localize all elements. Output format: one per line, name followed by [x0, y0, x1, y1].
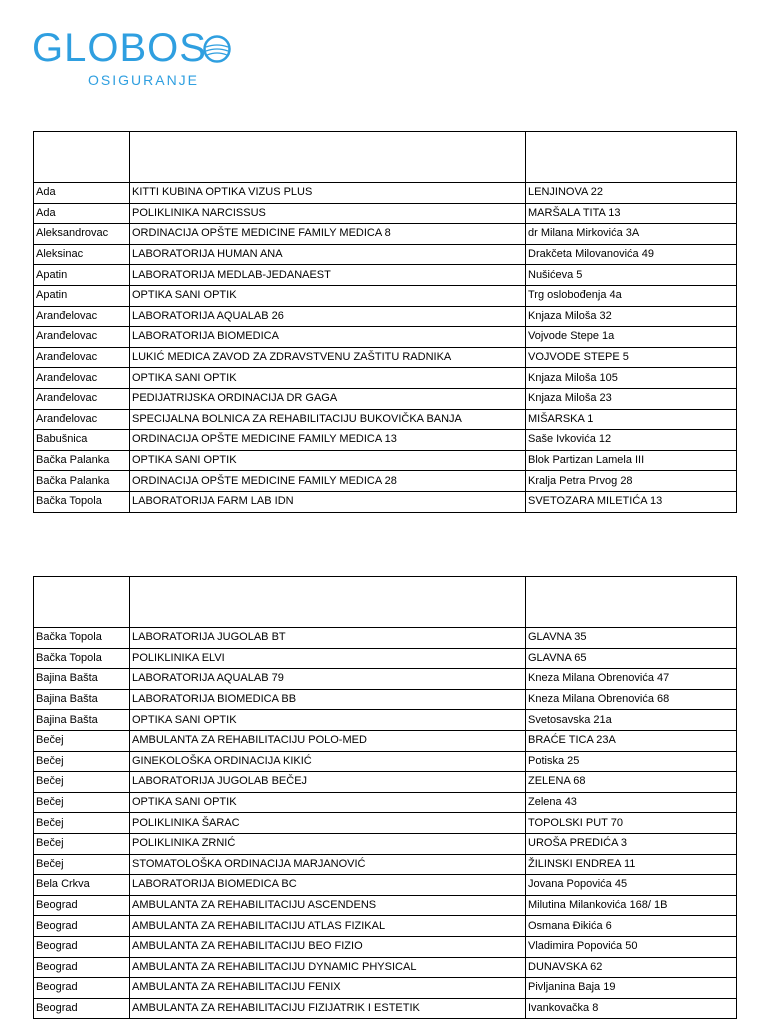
table-row: [34, 203, 737, 224]
table-row: [34, 285, 737, 306]
address-cell: Knjaza Miloša 105: [526, 368, 737, 389]
table-row: [34, 957, 737, 978]
institution-cell: LABORATORIJA BIOMEDICA BB: [130, 689, 526, 710]
address-cell: Potiska 25: [526, 751, 737, 772]
city-cell: Bajina Bašta: [34, 669, 130, 690]
institution-cell: AMBULANTA ZA REHABILITACIJU ASCENDENS: [130, 895, 526, 916]
table-row: [34, 751, 737, 772]
address-cell: Ivankovačka 8: [526, 998, 737, 1019]
table-row: [34, 792, 737, 813]
table-row: [34, 936, 737, 957]
city-cell: Beograd: [34, 998, 130, 1019]
address-cell: Jovana Popovića 45: [526, 875, 737, 896]
table-row: [34, 491, 737, 512]
table-row: [34, 669, 737, 690]
institution-cell: POLIKLINIKA ŠARAC: [130, 813, 526, 834]
city-cell: Apatin: [34, 285, 130, 306]
table-header-row: [34, 132, 737, 183]
city-cell: Aranđelovac: [34, 368, 130, 389]
institution-cell: LABORATORIJA BIOMEDICA: [130, 327, 526, 348]
table-row: [34, 854, 737, 875]
city-cell: Bečej: [34, 730, 130, 751]
table-row: [34, 430, 737, 451]
address-cell: Knjaza Miloša 32: [526, 306, 737, 327]
city-cell: Aleksandrovac: [34, 224, 130, 245]
city-cell: Bela Crkva: [34, 875, 130, 896]
table-row: [34, 471, 737, 492]
globos-logo: [32, 28, 232, 90]
city-cell: Bečej: [34, 792, 130, 813]
city-cell: Bačka Topola: [34, 491, 130, 512]
address-cell: Kneza Milana Obrenovića 68: [526, 689, 737, 710]
address-cell: GLAVNA 65: [526, 648, 737, 669]
table-row: [34, 833, 737, 854]
table-row: [34, 327, 737, 348]
address-cell: VOJVODE STEPE 5: [526, 347, 737, 368]
table-header-row: [34, 577, 737, 628]
header-cell: [526, 132, 737, 183]
city-cell: Beograd: [34, 936, 130, 957]
address-cell: ŽILINSKI ENDREA 11: [526, 854, 737, 875]
table-row: [34, 450, 737, 471]
institution-cell: AMBULANTA ZA REHABILITACIJU BEO FIZIO: [130, 936, 526, 957]
city-cell: Bečej: [34, 772, 130, 793]
table-row: [34, 978, 737, 999]
city-cell: Aranđelovac: [34, 388, 130, 409]
table-row: [34, 347, 737, 368]
address-cell: Nušićeva 5: [526, 265, 737, 286]
city-cell: Apatin: [34, 265, 130, 286]
city-cell: Beograd: [34, 895, 130, 916]
institution-cell: AMBULANTA ZA REHABILITACIJU FENIX: [130, 978, 526, 999]
city-cell: Bačka Topola: [34, 648, 130, 669]
table-row: [34, 772, 737, 793]
institution-cell: OPTIKA SANI OPTIK: [130, 710, 526, 731]
table-row: [34, 813, 737, 834]
header-cell: [130, 577, 526, 628]
address-cell: GLAVNA 35: [526, 628, 737, 649]
city-cell: Aleksinac: [34, 244, 130, 265]
institution-cell: GINEKOLOŠKA ORDINACIJA KIKIĆ: [130, 751, 526, 772]
table-row: [34, 224, 737, 245]
header-cell: [526, 577, 737, 628]
city-cell: Bečej: [34, 751, 130, 772]
institution-cell: SPECIJALNA BOLNICA ZA REHABILITACIJU BUKOVIČKA BANJA: [130, 409, 526, 430]
city-cell: Babušnica: [34, 430, 130, 451]
table-body: [34, 132, 737, 513]
address-cell: ZELENA 68: [526, 772, 737, 793]
institution-cell: OPTIKA SANI OPTIK: [130, 285, 526, 306]
institution-cell: LABORATORIJA HUMAN ANA: [130, 244, 526, 265]
city-cell: Aranđelovac: [34, 409, 130, 430]
address-cell: DUNAVSKA 62: [526, 957, 737, 978]
address-cell: Knjaza Miloša 23: [526, 388, 737, 409]
table-row: [34, 388, 737, 409]
header-cell: [34, 577, 130, 628]
table-row: [34, 409, 737, 430]
address-cell: MIŠARSKA 1: [526, 409, 737, 430]
institution-cell: PEDIJATRIJSKA ORDINACIJA DR GAGA: [130, 388, 526, 409]
institution-cell: LABORATORIJA AQUALAB 79: [130, 669, 526, 690]
table-row: [34, 306, 737, 327]
logo-wordmark: GLOBOS: [32, 26, 207, 70]
address-cell: UROŠA PREDIĆA 3: [526, 833, 737, 854]
institution-cell: ORDINACIJA OPŠTE MEDICINE FAMILY MEDICA 8: [130, 224, 526, 245]
city-cell: Bečej: [34, 854, 130, 875]
city-cell: Beograd: [34, 957, 130, 978]
institution-cell: ORDINACIJA OPŠTE MEDICINE FAMILY MEDICA 13: [130, 430, 526, 451]
address-cell: MARŠALA TITA 13: [526, 203, 737, 224]
address-cell: Osmana Đikića 6: [526, 916, 737, 937]
institution-cell: LABORATORIJA JUGOLAB BT: [130, 628, 526, 649]
city-cell: Bajina Bašta: [34, 689, 130, 710]
address-cell: Kralja Petra Prvog 28: [526, 471, 737, 492]
institution-cell: LABORATORIJA BIOMEDICA BC: [130, 875, 526, 896]
address-cell: SVETOZARA MILETIĆA 13: [526, 491, 737, 512]
provider-table-1: [33, 131, 737, 513]
city-cell: Bečej: [34, 813, 130, 834]
table-row: [34, 998, 737, 1019]
address-cell: Zelena 43: [526, 792, 737, 813]
institution-cell: LABORATORIJA FARM LAB IDN: [130, 491, 526, 512]
address-cell: Trg oslobođenja 4a: [526, 285, 737, 306]
city-cell: Beograd: [34, 916, 130, 937]
city-cell: Beograd: [34, 978, 130, 999]
city-cell: Ada: [34, 203, 130, 224]
address-cell: Drakčeta Milovanovića 49: [526, 244, 737, 265]
header-cell: [130, 132, 526, 183]
institution-cell: OPTIKA SANI OPTIK: [130, 368, 526, 389]
city-cell: Bačka Palanka: [34, 471, 130, 492]
institution-cell: KITTI KUBINA OPTIKA VIZUS PLUS: [130, 183, 526, 204]
address-cell: Svetosavska 21a: [526, 710, 737, 731]
address-cell: Blok Partizan Lamela III: [526, 450, 737, 471]
institution-cell: STOMATOLOŠKA ORDINACIJA MARJANOVIĆ: [130, 854, 526, 875]
table-row: [34, 730, 737, 751]
address-cell: dr Milana Mirkovića 3A: [526, 224, 737, 245]
table-row: [34, 265, 737, 286]
table-body: [34, 577, 737, 1019]
city-cell: Aranđelovac: [34, 327, 130, 348]
header-cell: [34, 132, 130, 183]
institution-cell: OPTIKA SANI OPTIK: [130, 792, 526, 813]
city-cell: Aranđelovac: [34, 347, 130, 368]
provider-table-2: [33, 576, 737, 1019]
table-row: [34, 916, 737, 937]
address-cell: TOPOLSKI PUT 70: [526, 813, 737, 834]
institution-cell: LUKIĆ MEDICA ZAVOD ZA ZDRAVSTVENU ZAŠTITU RADNIKA: [130, 347, 526, 368]
institution-cell: LABORATORIJA MEDLAB-JEDANAEST: [130, 265, 526, 286]
city-cell: Bajina Bašta: [34, 710, 130, 731]
institution-cell: POLIKLINIKA ELVI: [130, 648, 526, 669]
address-cell: Vladimira Popovića 50: [526, 936, 737, 957]
institution-cell: AMBULANTA ZA REHABILITACIJU DYNAMIC PHYSICAL: [130, 957, 526, 978]
table-row: [34, 875, 737, 896]
city-cell: Ada: [34, 183, 130, 204]
address-cell: Vojvode Stepe 1a: [526, 327, 737, 348]
address-cell: BRAĆE TICA 23A: [526, 730, 737, 751]
institution-cell: LABORATORIJA JUGOLAB BEČEJ: [130, 772, 526, 793]
institution-cell: ORDINACIJA OPŠTE MEDICINE FAMILY MEDICA 28: [130, 471, 526, 492]
institution-cell: AMBULANTA ZA REHABILITACIJU POLO-MED: [130, 730, 526, 751]
city-cell: Bačka Palanka: [34, 450, 130, 471]
table-row: [34, 183, 737, 204]
logo-subtitle: OSIGURANJE: [88, 72, 200, 88]
table-row: [34, 368, 737, 389]
city-cell: Bačka Topola: [34, 628, 130, 649]
city-cell: Aranđelovac: [34, 306, 130, 327]
address-cell: Kneza Milana Obrenovića 47: [526, 669, 737, 690]
institution-cell: AMBULANTA ZA REHABILITACIJU ATLAS FIZIKAL: [130, 916, 526, 937]
table-row: [34, 628, 737, 649]
institution-cell: OPTIKA SANI OPTIK: [130, 450, 526, 471]
address-cell: Pivljanina Baja 19: [526, 978, 737, 999]
address-cell: Saše Ivkovića 12: [526, 430, 737, 451]
institution-cell: LABORATORIJA AQUALAB 26: [130, 306, 526, 327]
institution-cell: AMBULANTA ZA REHABILITACIJU FIZIJATRIK I ESTETIK: [130, 998, 526, 1019]
institution-cell: POLIKLINIKA ZRNIĆ: [130, 833, 526, 854]
institution-cell: POLIKLINIKA NARCISSUS: [130, 203, 526, 224]
address-cell: Milutina Milankovića 168/ 1B: [526, 895, 737, 916]
table-row: [34, 244, 737, 265]
table-row: [34, 689, 737, 710]
table-row: [34, 710, 737, 731]
table-row: [34, 648, 737, 669]
address-cell: LENJINOVA 22: [526, 183, 737, 204]
city-cell: Bečej: [34, 833, 130, 854]
globe-icon: [202, 34, 232, 64]
table-row: [34, 895, 737, 916]
